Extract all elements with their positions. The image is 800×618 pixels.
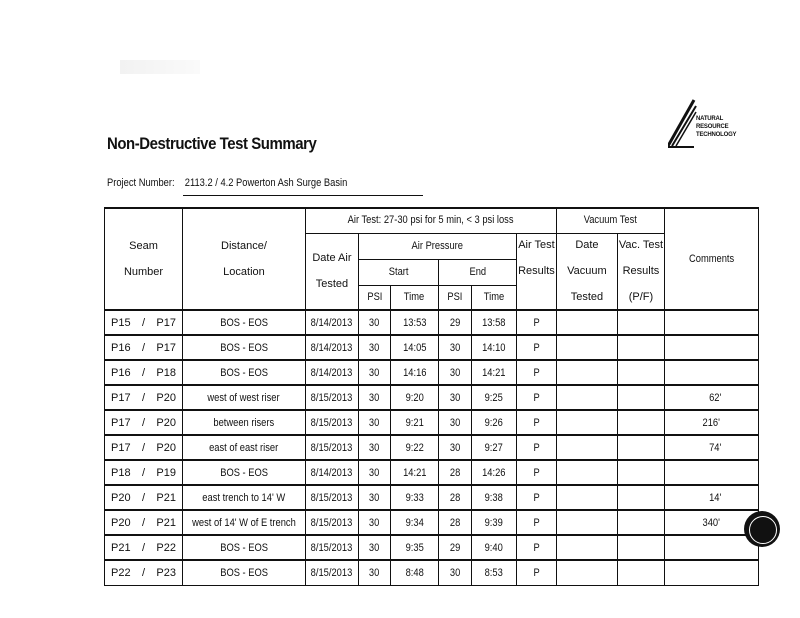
start-time-cell: 8:48 bbox=[390, 560, 438, 585]
vac-result-cell bbox=[617, 360, 664, 385]
date-vacuum-cell bbox=[556, 335, 617, 360]
end-psi-cell: 28 bbox=[438, 460, 471, 485]
table-row bbox=[105, 535, 759, 560]
comment-cell bbox=[664, 535, 758, 560]
end-psi-cell: 30 bbox=[438, 360, 471, 385]
start-psi-cell: 30 bbox=[358, 310, 390, 335]
start-psi-cell: 30 bbox=[358, 360, 390, 385]
end-time-cell: 13:58 bbox=[471, 310, 516, 335]
vac-result-cell bbox=[617, 310, 664, 335]
vac-result-cell bbox=[617, 460, 664, 485]
end-psi-cell: 30 bbox=[438, 435, 471, 460]
header-air-results: Air Test Results bbox=[516, 233, 556, 310]
vac-result-cell bbox=[617, 410, 664, 435]
location-cell: BOS - EOS bbox=[183, 310, 306, 335]
start-time-cell: 9:22 bbox=[390, 435, 438, 460]
date-cell: 8/14/2013 bbox=[305, 460, 358, 485]
result-cell: P bbox=[516, 485, 556, 510]
date-cell: 8/15/2013 bbox=[305, 510, 358, 535]
comment-cell: 340' bbox=[664, 510, 758, 535]
header-end: End bbox=[438, 259, 516, 285]
comment-cell: 216' bbox=[664, 410, 758, 435]
registration-mark-icon bbox=[744, 511, 780, 547]
header-air-pressure: Air Pressure bbox=[358, 233, 516, 259]
seam-number-cell: P17 / P20 bbox=[105, 385, 183, 410]
seam-number-cell: P22 / P23 bbox=[105, 560, 183, 585]
seam-number-cell: P18 / P19 bbox=[105, 460, 183, 485]
comment-cell: 14' bbox=[664, 485, 758, 510]
result-cell: P bbox=[516, 335, 556, 360]
table-row bbox=[105, 360, 759, 385]
project-underline bbox=[183, 195, 423, 196]
table-row bbox=[105, 560, 759, 585]
vac-result-cell bbox=[617, 485, 664, 510]
date-cell: 8/15/2013 bbox=[305, 560, 358, 585]
logo-line-2: RESOURCE bbox=[696, 124, 729, 130]
start-time-cell: 9:34 bbox=[390, 510, 438, 535]
start-psi-cell: 30 bbox=[358, 535, 390, 560]
date-vacuum-cell bbox=[556, 560, 617, 585]
start-psi-cell: 30 bbox=[358, 485, 390, 510]
vac-result-cell bbox=[617, 435, 664, 460]
header-date-air: Date Air Tested bbox=[305, 233, 358, 310]
header-start: Start bbox=[358, 259, 438, 285]
location-cell: BOS - EOS bbox=[183, 335, 306, 360]
header-end-time: Time bbox=[471, 285, 516, 310]
date-vacuum-cell bbox=[556, 535, 617, 560]
comment-cell bbox=[664, 360, 758, 385]
start-time-cell: 9:33 bbox=[390, 485, 438, 510]
end-psi-cell: 30 bbox=[438, 335, 471, 360]
result-cell: P bbox=[516, 460, 556, 485]
end-time-cell: 9:38 bbox=[471, 485, 516, 510]
header-start-psi: PSI bbox=[358, 285, 390, 310]
header-distance: Distance/ Location bbox=[183, 208, 306, 310]
header-air-test: Air Test: 27-30 psi for 5 min, < 3 psi loss bbox=[305, 208, 556, 233]
result-cell: P bbox=[516, 560, 556, 585]
vac-result-cell bbox=[617, 335, 664, 360]
start-psi-cell: 30 bbox=[358, 410, 390, 435]
table-row bbox=[105, 410, 759, 435]
comment-cell bbox=[664, 460, 758, 485]
start-psi-cell: 30 bbox=[358, 435, 390, 460]
date-cell: 8/15/2013 bbox=[305, 385, 358, 410]
result-cell: P bbox=[516, 435, 556, 460]
header-vac-results: Vac. Test Results (P/F) bbox=[617, 233, 664, 310]
result-cell: P bbox=[516, 410, 556, 435]
comment-cell bbox=[664, 560, 758, 585]
start-time-cell: 9:21 bbox=[390, 410, 438, 435]
result-cell: P bbox=[516, 360, 556, 385]
start-psi-cell: 30 bbox=[358, 460, 390, 485]
date-cell: 8/15/2013 bbox=[305, 485, 358, 510]
start-time-cell: 14:16 bbox=[390, 360, 438, 385]
seam-number-cell: P16 / P17 bbox=[105, 335, 183, 360]
comment-cell: 74' bbox=[664, 435, 758, 460]
date-cell: 8/15/2013 bbox=[305, 535, 358, 560]
company-logo bbox=[668, 98, 738, 150]
end-psi-cell: 30 bbox=[438, 385, 471, 410]
date-cell: 8/15/2013 bbox=[305, 410, 358, 435]
start-psi-cell: 30 bbox=[358, 510, 390, 535]
end-psi-cell: 29 bbox=[438, 535, 471, 560]
end-time-cell: 14:10 bbox=[471, 335, 516, 360]
start-psi-cell: 30 bbox=[358, 385, 390, 410]
logo-line-1: NATURAL bbox=[696, 116, 724, 122]
table-row bbox=[105, 435, 759, 460]
header-seam: Seam Number bbox=[105, 208, 183, 310]
date-vacuum-cell bbox=[556, 460, 617, 485]
project-value: 2113.2 / 4.2 Powerton Ash Surge Basin bbox=[184, 177, 348, 189]
date-vacuum-cell bbox=[556, 435, 617, 460]
seam-number-cell: P17 / P20 bbox=[105, 435, 183, 460]
table-row bbox=[105, 510, 759, 535]
location-cell: east trench to 14' W bbox=[183, 485, 306, 510]
comment-cell: 62' bbox=[664, 385, 758, 410]
comment-cell bbox=[664, 310, 758, 335]
start-time-cell: 9:35 bbox=[390, 535, 438, 560]
end-psi-cell: 30 bbox=[438, 410, 471, 435]
vac-result-cell bbox=[617, 510, 664, 535]
end-time-cell: 14:21 bbox=[471, 360, 516, 385]
result-cell: P bbox=[516, 535, 556, 560]
date-cell: 8/14/2013 bbox=[305, 310, 358, 335]
vac-result-cell bbox=[617, 535, 664, 560]
date-cell: 8/14/2013 bbox=[305, 360, 358, 385]
page-title: Non-Destructive Test Summary bbox=[107, 134, 317, 153]
date-vacuum-cell bbox=[556, 360, 617, 385]
location-cell: BOS - EOS bbox=[183, 560, 306, 585]
start-time-cell: 9:20 bbox=[390, 385, 438, 410]
seam-number-cell: P16 / P18 bbox=[105, 360, 183, 385]
start-time-cell: 14:21 bbox=[390, 460, 438, 485]
start-time-cell: 13:53 bbox=[390, 310, 438, 335]
table-row bbox=[105, 460, 759, 485]
table-row bbox=[105, 485, 759, 510]
start-psi-cell: 30 bbox=[358, 335, 390, 360]
end-time-cell: 9:40 bbox=[471, 535, 516, 560]
end-time-cell: 9:27 bbox=[471, 435, 516, 460]
comment-cell bbox=[664, 335, 758, 360]
project-number bbox=[107, 177, 347, 189]
header-start-time: Time bbox=[390, 285, 438, 310]
logo-mark-icon bbox=[668, 98, 698, 150]
end-time-cell: 9:25 bbox=[471, 385, 516, 410]
logo-line-3: TECHNOLOGY bbox=[696, 132, 737, 138]
date-vacuum-cell bbox=[556, 485, 617, 510]
vac-result-cell bbox=[617, 385, 664, 410]
start-psi-cell: 30 bbox=[358, 560, 390, 585]
location-cell: east of east riser bbox=[183, 435, 306, 460]
header-comments: Comments bbox=[664, 208, 758, 310]
location-cell: BOS - EOS bbox=[183, 535, 306, 560]
header-vacuum-test: Vacuum Test bbox=[556, 208, 664, 233]
date-vacuum-cell bbox=[556, 385, 617, 410]
date-cell: 8/15/2013 bbox=[305, 435, 358, 460]
seam-number-cell: P17 / P20 bbox=[105, 410, 183, 435]
table-row bbox=[105, 335, 759, 360]
location-cell: west of 14' W of E trench bbox=[183, 510, 306, 535]
end-time-cell: 9:39 bbox=[471, 510, 516, 535]
test-summary-table bbox=[104, 207, 759, 586]
end-psi-cell: 30 bbox=[438, 560, 471, 585]
location-cell: BOS - EOS bbox=[183, 360, 306, 385]
date-cell: 8/14/2013 bbox=[305, 335, 358, 360]
end-time-cell: 8:53 bbox=[471, 560, 516, 585]
table-row bbox=[105, 310, 759, 335]
end-psi-cell: 28 bbox=[438, 485, 471, 510]
location-cell: BOS - EOS bbox=[183, 460, 306, 485]
end-psi-cell: 29 bbox=[438, 310, 471, 335]
faint-scan-artifact bbox=[120, 60, 200, 74]
location-cell: between risers bbox=[183, 410, 306, 435]
header-date-vacuum: Date Vacuum Tested bbox=[556, 233, 617, 310]
date-vacuum-cell bbox=[556, 510, 617, 535]
end-time-cell: 9:26 bbox=[471, 410, 516, 435]
seam-number-cell: P20 / P21 bbox=[105, 485, 183, 510]
result-cell: P bbox=[516, 385, 556, 410]
result-cell: P bbox=[516, 310, 556, 335]
location-cell: west of west riser bbox=[183, 385, 306, 410]
seam-number-cell: P15 / P17 bbox=[105, 310, 183, 335]
header-end-psi: PSI bbox=[438, 285, 471, 310]
end-time-cell: 14:26 bbox=[471, 460, 516, 485]
date-vacuum-cell bbox=[556, 310, 617, 335]
seam-number-cell: P20 / P21 bbox=[105, 510, 183, 535]
table-row bbox=[105, 385, 759, 410]
seam-number-cell: P21 / P22 bbox=[105, 535, 183, 560]
vac-result-cell bbox=[617, 560, 664, 585]
project-label: Project Number: bbox=[107, 177, 175, 189]
end-psi-cell: 28 bbox=[438, 510, 471, 535]
date-vacuum-cell bbox=[556, 410, 617, 435]
result-cell: P bbox=[516, 510, 556, 535]
start-time-cell: 14:05 bbox=[390, 335, 438, 360]
